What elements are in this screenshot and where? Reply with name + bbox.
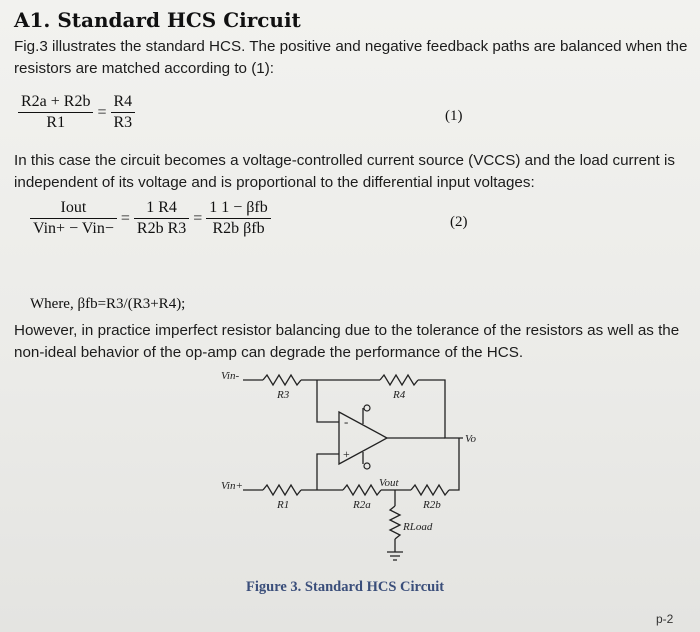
- eq1-rhs-numerator: R4: [111, 92, 136, 113]
- eq1-lhs-fraction: [18, 92, 93, 133]
- resistor-r4-zigzag: [380, 375, 418, 385]
- wire-top-right: [418, 380, 445, 430]
- eq1-number: (1): [445, 108, 463, 124]
- eq2-fraction-2: [134, 198, 189, 239]
- label-vout: Vout: [379, 477, 399, 489]
- resistor-r1-zigzag: [263, 485, 301, 495]
- eq2-f1-numerator: Iout: [30, 198, 117, 219]
- equation-2: [30, 198, 271, 239]
- wire-node-to-minus: [317, 380, 339, 422]
- resistor-r2b-zigzag: [411, 485, 449, 495]
- label-vo: Vo: [465, 433, 476, 445]
- section-title: A1. Standard HCS Circuit: [14, 8, 301, 32]
- label-opamp-minus: -: [344, 414, 349, 429]
- eq1-lhs-numerator: R2a + R2b: [18, 92, 93, 113]
- eq2-f3-denominator: R2b βfb: [212, 220, 265, 237]
- opamp-output-node: [364, 463, 370, 469]
- figure-caption: Figure 3. Standard HCS Circuit: [246, 579, 445, 595]
- label-vin-plus: Vin+: [221, 480, 243, 492]
- label-rload: RLoad: [403, 521, 433, 533]
- label-opamp-plus: +: [343, 447, 350, 461]
- beta-definition: Where, βfb=R3/(R3+R4);: [30, 296, 186, 312]
- label-vin-minus: Vin-: [221, 370, 240, 382]
- ground-symbol: [387, 552, 403, 560]
- label-r4: R4: [393, 389, 406, 401]
- eq1-rhs-denominator: R3: [113, 114, 133, 131]
- hcs-circuit-diagram: [215, 368, 505, 576]
- equation-1: [18, 92, 135, 133]
- wire-r2b-right: [449, 438, 459, 490]
- resistor-r3-zigzag: [263, 375, 301, 385]
- eq2-equals-1: =: [120, 209, 130, 227]
- eq1-rhs-fraction: [111, 92, 136, 133]
- wire-output-right: [445, 430, 463, 438]
- eq2-fraction-3: [206, 198, 271, 239]
- eq2-equals-2: =: [193, 209, 203, 227]
- wire-plus-input: [317, 454, 339, 490]
- label-r2b: R2b: [423, 499, 441, 511]
- label-r3: R3: [277, 389, 290, 401]
- label-r1: R1: [277, 499, 290, 511]
- eq2-number: (2): [450, 214, 468, 230]
- eq1-lhs-denominator: R1: [46, 114, 66, 131]
- label-r2a: R2a: [353, 499, 371, 511]
- intro-paragraph: Fig.3 illustrates the standard HCS. The positive and negative feedback paths are balanced when the resistors are matched according to (1):: [14, 38, 688, 77]
- page-number: p-2: [656, 612, 674, 626]
- eq2-f2-numerator: 1 R4: [134, 198, 189, 219]
- eq2-f3-numerator: 1 1 − βfb: [206, 198, 271, 219]
- eq2-f1-denominator: Vin+ − Vin−: [33, 220, 114, 237]
- eq2-fraction-1: [30, 198, 117, 239]
- eq1-equals: =: [97, 103, 107, 121]
- resistor-rload-zigzag: [390, 506, 400, 539]
- opamp-top-node: [364, 405, 370, 411]
- vccs-paragraph: In this case the circuit becomes a voltage-controlled current source (VCCS) and the load current is independent of its voltage and is proportional to the differential input voltages:: [14, 152, 675, 191]
- however-paragraph: However, in practice imperfect resistor balancing due to the tolerance of the resistors as well as the non-ideal behavior of the op-amp can degrade the performance of the HCS.: [14, 322, 680, 361]
- eq2-f2-denominator: R2b R3: [136, 220, 187, 237]
- resistor-r2a-zigzag: [343, 485, 381, 495]
